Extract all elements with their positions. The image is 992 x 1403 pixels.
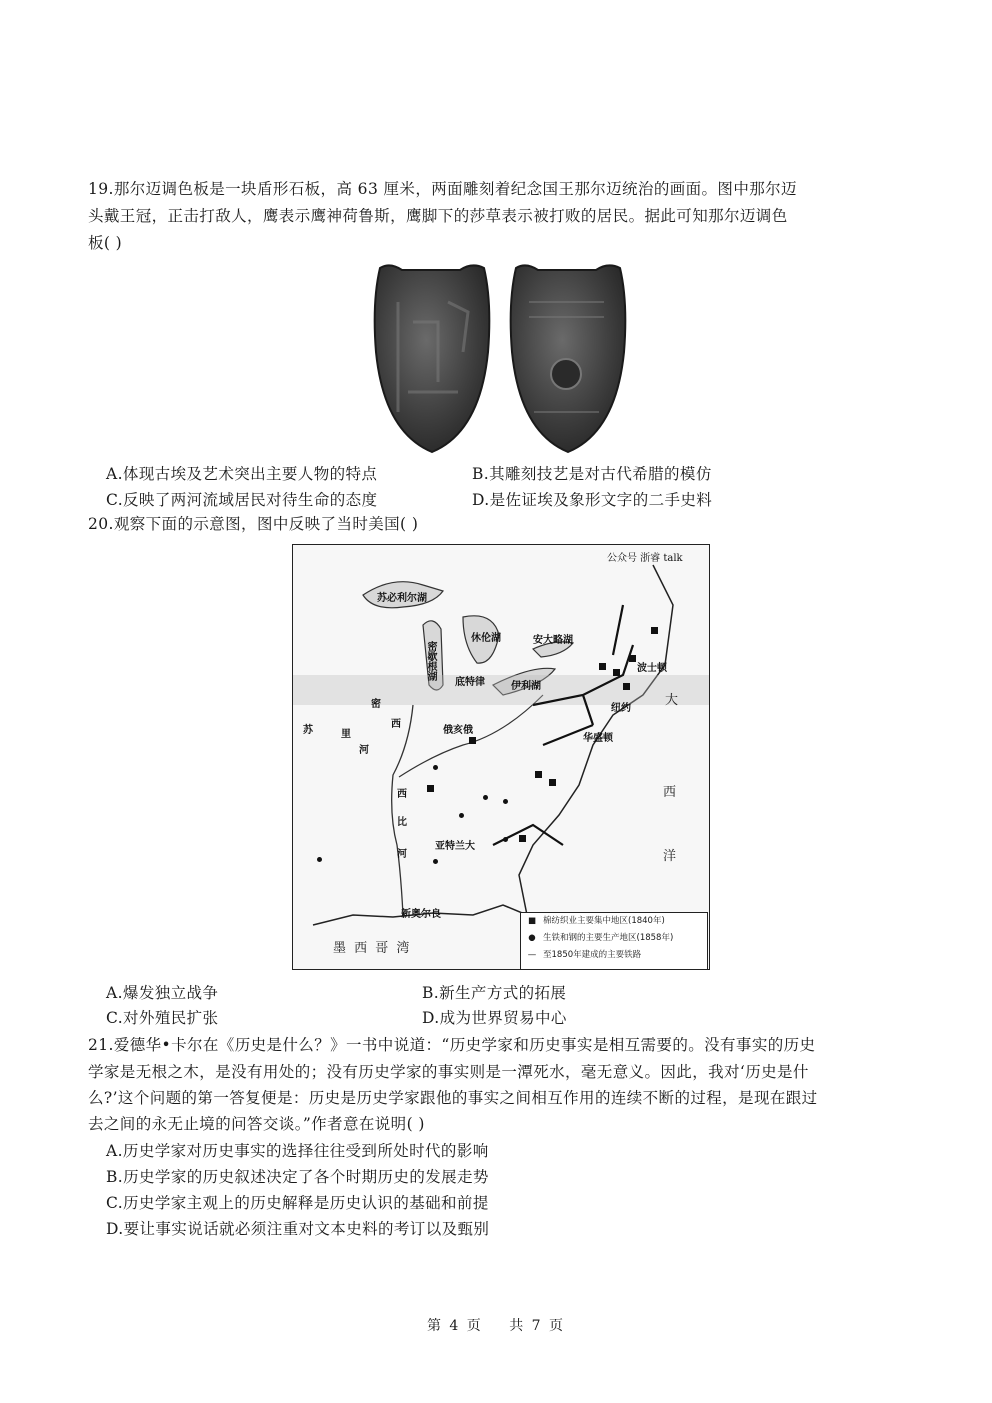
cotton-marker [629,655,636,662]
iron-marker [503,837,508,842]
q19-option-d[interactable]: D.是佐证埃及象形文字的二手史料 [472,491,713,509]
iron-marker [483,795,488,800]
q21-stem-line1: 21.爱德华•卡尔在《历史是什么？》一书中说道：“历史学家和历史事实是相互需要的。没有事实的历史 [88,1036,816,1054]
label-washington: 华盛顿 [583,733,613,744]
label-gulf: 墨 西 哥 湾 [333,941,412,956]
square-icon: ■ [527,916,537,926]
q19-option-c[interactable]: C.反映了两河流域居民对待生命的态度 [106,491,378,509]
q21-stem-line4: 去之间的永无止境的问答交谈。”作者意在说明( ) [88,1115,425,1133]
label-mo-2: 里 [341,729,351,740]
label-mo-1: 苏 [303,725,313,736]
palette-back [511,265,626,452]
q19-stem-line1: 19.那尔迈调色板是一块盾形石板，高 63 厘米，两面雕刻着纪念国王那尔迈统治的画面。图中那尔迈 [88,180,797,198]
map-drawing [293,545,709,969]
palette-front [375,265,490,452]
label-ontario: 安大略湖 [533,635,573,646]
q20-option-b[interactable]: B.新生产方式的拓展 [422,984,567,1002]
label-neworleans: 新奥尔良 [401,909,441,920]
legend-item-iron: ● 生铁和钢的主要生产地区(1858年) [521,930,707,947]
page-total: 共 7 页 [509,1318,566,1334]
q20-option-d[interactable]: D.成为世界贸易中心 [422,1009,567,1027]
q21-option-a[interactable]: A.历史学家对历史事实的选择往往受到所处时代的影响 [106,1142,489,1160]
cotton-marker [613,669,620,676]
label-erie: 伊利湖 [511,681,541,692]
q19-stem-line2: 头戴王冠，正击打敌人，鹰表示鹰神荷鲁斯，鹰脚下的莎草表示被打败的居民。据此可知那尔迈调色 [88,207,788,225]
label-miss-2: 西 [391,719,401,730]
label-michigan: 密歇根湖 [425,641,436,681]
label-huron: 休伦湖 [471,633,501,644]
iron-marker [459,813,464,818]
label-atlanta: 亚特兰大 [435,841,475,852]
map-legend [520,912,708,970]
q20-stem: 20.观察下面的示意图，图中反映了当时美国( ) [88,515,419,533]
q19-option-b[interactable]: B.其雕刻技艺是对古代希腊的模仿 [472,465,712,483]
narmer-palette-photo [368,262,628,454]
label-boston: 波士顿 [637,663,667,674]
page-footer [0,1315,992,1335]
dot-icon: ● [528,933,536,943]
label-detroit: 底特律 [455,677,485,688]
page-number: 第 4 页 [426,1318,483,1334]
q19-stem-line3: 板( ) [88,234,123,252]
legend-item-cotton: ■ 棉纺织业主要集中地区(1840年) [521,913,707,930]
iron-marker [503,799,508,804]
q21-stem-line3: 么?’这个问题的第一答复便是：历史是历史学家跟他的事实之间相互作用的连续不断的过程，是现在跟过 [88,1089,818,1107]
q21-stem-line2: 学家是无根之木，是没有用处的；没有历史学家的事实则是一潭死水，毫无意义。因此，我对‘历史是什 [88,1063,809,1081]
iron-marker [433,859,438,864]
label-miss-3: 西 [397,789,407,800]
label-ocean-1: 大 [665,693,679,708]
cotton-marker [651,627,658,634]
q21-option-b[interactable]: B.历史学家的历史叙述决定了各个时期历史的发展走势 [106,1168,489,1186]
label-miss-5: 河 [397,849,407,860]
label-ocean-2: 西 [663,785,677,800]
cotton-marker [549,779,556,786]
q19-option-a[interactable]: A.体现古埃及艺术突出主要人物的特点 [106,465,378,483]
legend-item-railway: — 至1850年建成的主要铁路 [521,947,707,964]
cotton-marker [623,683,630,690]
label-newyork: 纽约 [611,703,631,714]
label-mo-3: 河 [359,745,369,756]
iron-marker [433,765,438,770]
label-miss-1: 密 [371,699,381,710]
q21-option-d[interactable]: D.要让事实说话就必须注重对文本史料的考订以及甄别 [106,1220,490,1238]
cotton-marker [599,663,606,670]
us-industrial-map [292,544,710,970]
cotton-marker [519,835,526,842]
q20-option-c[interactable]: C.对外殖民扩张 [106,1009,219,1027]
q20-option-a[interactable]: A.爆发独立战争 [106,984,219,1002]
label-miss-4: 比 [397,817,407,828]
label-ocean-3: 洋 [663,849,677,864]
cotton-marker [469,737,476,744]
cotton-marker [535,771,542,778]
cotton-marker [427,785,434,792]
label-ohio: 俄亥俄 [443,725,473,736]
map-watermark: 公众号 浙睿 talk [607,553,683,564]
q21-option-c[interactable]: C.历史学家主观上的历史解释是历史认识的基础和前提 [106,1194,489,1212]
line-icon: — [527,950,537,960]
iron-marker [317,857,322,862]
label-superior: 苏必利尔湖 [377,593,427,604]
